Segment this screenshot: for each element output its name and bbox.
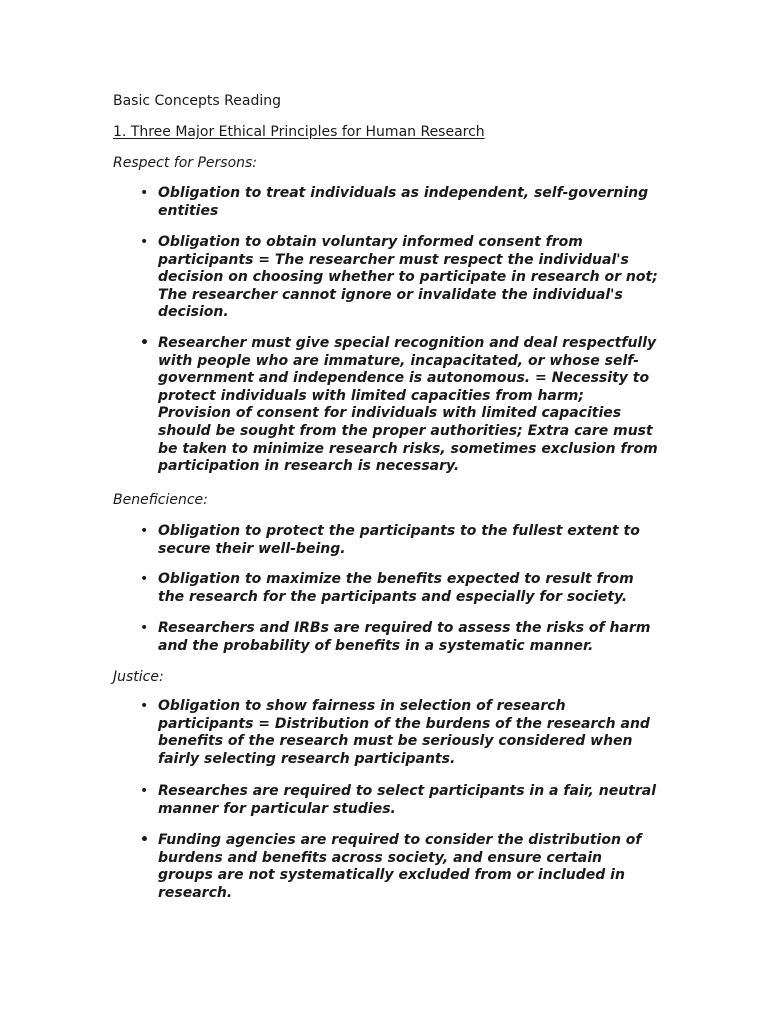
list-item xyxy=(140,335,658,476)
list-item xyxy=(140,620,658,655)
bullet-icon: • xyxy=(140,185,149,201)
document-title: Basic Concepts Reading xyxy=(113,93,281,109)
list-item xyxy=(140,783,658,818)
list-item xyxy=(140,698,658,768)
list-item-text: Obligation to maximize the benefits expected to result from the research for the participants and especially for society. xyxy=(158,571,634,605)
bullet-icon: • xyxy=(140,335,149,351)
list-item-text: Funding agencies are required to consider the distribution of burdens and benefits across society, and ensure certain groups are not systematically excluded from or included in research. xyxy=(158,832,642,901)
list-item-text: Obligation to protect the participants to the fullest extent to secure their well-being. xyxy=(158,523,640,557)
bullet-icon: • xyxy=(140,620,149,636)
bullet-icon: • xyxy=(140,783,149,799)
bullet-icon: • xyxy=(140,832,149,848)
list-item-text: Researches are required to select participants in a fair, neutral manner for particular studies. xyxy=(158,783,657,817)
list-item-text: Researcher must give special recognition and deal respectfully with people who are immature, incapacitated, or whose self-government and independence is autonomous. = Necessity to protect individuals with limited capacities from harm; Provision of consent for individuals with limited capacities should be sought from the proper authorities; Extra care must be taken to minimize research risks, sometimes exclusion from participation in research is necessary. xyxy=(158,335,658,475)
list-item-text: Obligation to show fairness in selection of research participants = Distribution of the burdens of the research and benefits of the research must be seriously considered when fairly selecting research participants. xyxy=(158,698,650,767)
section-label-respect-for-persons: Respect for Persons: xyxy=(113,155,258,171)
list-item-text: Obligation to treat individuals as independent, self-governing entities xyxy=(158,185,649,219)
bullet-icon: • xyxy=(140,571,149,587)
bullet-icon: • xyxy=(140,698,149,714)
section-label-beneficience: Beneficience: xyxy=(113,492,208,508)
list-item xyxy=(140,185,658,220)
list-item-text: Obligation to obtain voluntary informed consent from participants = The researcher must respect the individual's decision on choosing whether to participate in research or not; The researcher cannot ignore or invalidate the individual's decision. xyxy=(158,234,658,321)
list-item xyxy=(140,832,658,902)
bullet-icon: • xyxy=(140,234,149,250)
section-label-justice: Justice: xyxy=(113,669,164,685)
list-item xyxy=(140,523,658,558)
list-item xyxy=(140,571,658,606)
section-heading: 1. Three Major Ethical Principles for Human Research xyxy=(113,124,485,140)
list-item-text: Researchers and IRBs are required to assess the risks of harm and the probability of benefits in a systematic manner. xyxy=(158,620,651,654)
list-item xyxy=(140,234,658,322)
bullet-icon: • xyxy=(140,523,149,539)
